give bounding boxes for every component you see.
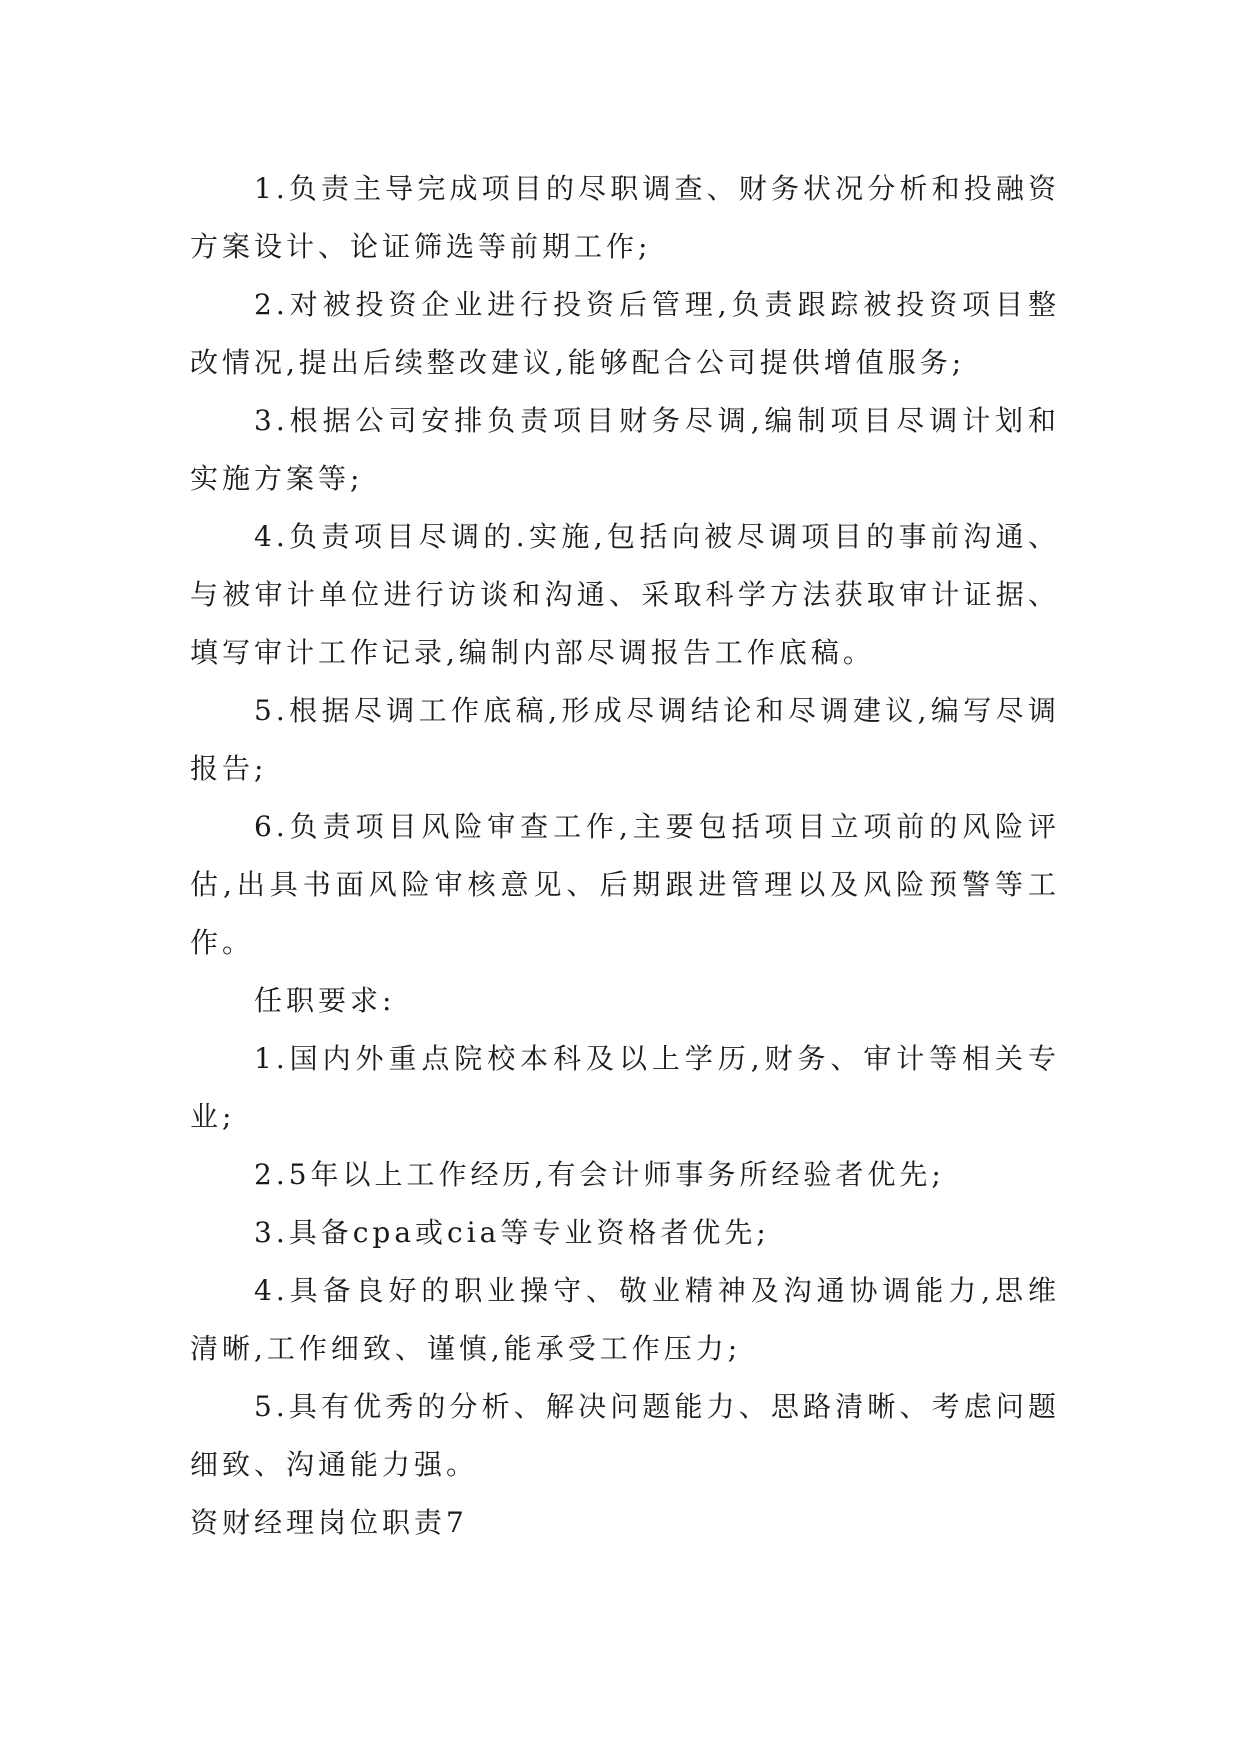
paragraph: 1.国内外重点院校本科及以上学历,财务、审计等相关专业; — [190, 1042, 1060, 1133]
paragraph: 1.负责主导完成项目的尽职调查、财务状况分析和投融资方案设计、论证筛选等前期工作; — [190, 172, 1060, 263]
section-title: 资财经理岗位职责7 — [190, 1506, 468, 1539]
paragraph: 6.负责项目风险审查工作,主要包括项目立项前的风险评估,出具书面风险审核意见、后期跟进管理以及风险预警等工作。 — [190, 810, 1060, 959]
paragraph: 2.5年以上工作经历,有会计师事务所经验者优先; — [254, 1158, 945, 1191]
paragraph: 4.负责项目尽调的.实施,包括向被尽调项目的事前沟通、与被审计单位进行访谈和沟通、采取科学方法获取审计证据、填写审计工作记录,编制内部尽调报告工作底稿。 — [190, 520, 1060, 669]
document-body — [190, 160, 1060, 1552]
paragraph: 3.根据公司安排负责项目财务尽调,编制项目尽调计划和实施方案等; — [190, 404, 1060, 495]
requirements-heading: 任职要求: — [254, 984, 396, 1017]
paragraph: 2.对被投资企业进行投资后管理,负责跟踪被投资项目整改情况,提出后续整改建议,能够配合公司提供增值服务; — [190, 288, 1060, 379]
paragraph: 4.具备良好的职业操守、敬业精神及沟通协调能力,思维清晰,工作细致、谨慎,能承受工作压力; — [190, 1274, 1060, 1365]
paragraph: 5.具有优秀的分析、解决问题能力、思路清晰、考虑问题细致、沟通能力强。 — [190, 1390, 1060, 1481]
paragraph: 5.根据尽调工作底稿,形成尽调结论和尽调建议,编写尽调报告; — [190, 694, 1060, 785]
paragraph: 3.具备cpa或cia等专业资格者优先; — [254, 1216, 770, 1249]
